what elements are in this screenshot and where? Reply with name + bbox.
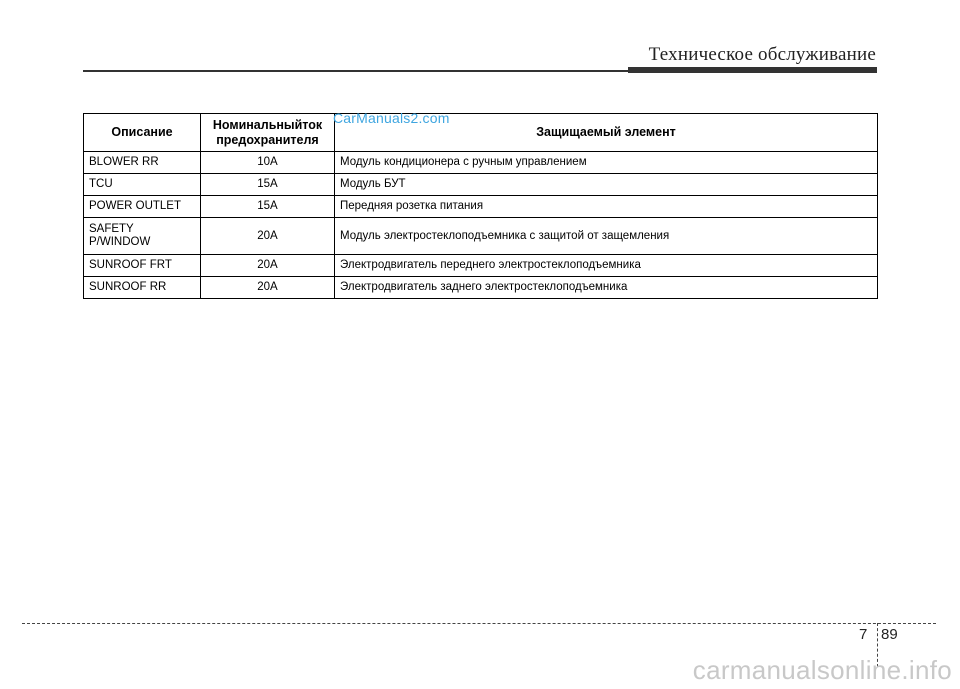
row-protected: Передняя розетка питания xyxy=(335,196,878,218)
footer-dashed-line xyxy=(22,623,936,624)
header-description: Описание xyxy=(84,114,201,152)
header-rating-line1: Номинальныйток xyxy=(212,117,323,132)
table-row xyxy=(84,255,878,277)
row-rating: 20A xyxy=(201,218,335,255)
table-row xyxy=(84,152,878,174)
watermark-top: CarManuals2.com xyxy=(333,110,450,126)
header-protected: Защищаемый элемент xyxy=(335,114,878,152)
header-rule-thin xyxy=(83,70,628,72)
row-protected: Электродвигатель заднего электростеклоподъемника xyxy=(335,277,878,299)
table-row xyxy=(84,196,878,218)
table-row xyxy=(84,277,878,299)
row-protected: Модуль БУТ xyxy=(335,174,878,196)
page-number: 89 xyxy=(881,626,898,643)
row-rating: 10A xyxy=(201,152,335,174)
row-protected: Модуль электростеклоподъемника с защитой от защемления xyxy=(335,218,878,255)
row-description: SUNROOF FRT xyxy=(84,255,201,277)
header-rating-line2: предохранителя xyxy=(216,132,319,147)
fuse-table xyxy=(83,113,878,299)
row-protected: Электродвигатель переднего электростеклоподъемника xyxy=(335,255,878,277)
section-title: Техническое обслуживание xyxy=(648,44,876,65)
row-description: SUNROOF RR xyxy=(84,277,201,299)
chapter-number: 7 xyxy=(859,626,868,643)
row-description: BLOWER RR xyxy=(84,152,201,174)
row-rating: 15A xyxy=(201,196,335,218)
row-description: POWER OUTLET xyxy=(84,196,201,218)
watermark-bottom: carmanualsonline.info xyxy=(692,655,952,685)
row-description: SAFETY P/WINDOW xyxy=(84,218,201,255)
header-rule-thick xyxy=(628,67,877,73)
row-rating: 20A xyxy=(201,255,335,277)
row-protected: Модуль кондиционера с ручным управлением xyxy=(335,152,878,174)
row-description: TCU xyxy=(84,174,201,196)
header-rating xyxy=(201,114,335,152)
row-rating: 15A xyxy=(201,174,335,196)
table-row xyxy=(84,218,878,255)
row-rating: 20A xyxy=(201,277,335,299)
table-header-row xyxy=(84,114,878,152)
table-row xyxy=(84,174,878,196)
